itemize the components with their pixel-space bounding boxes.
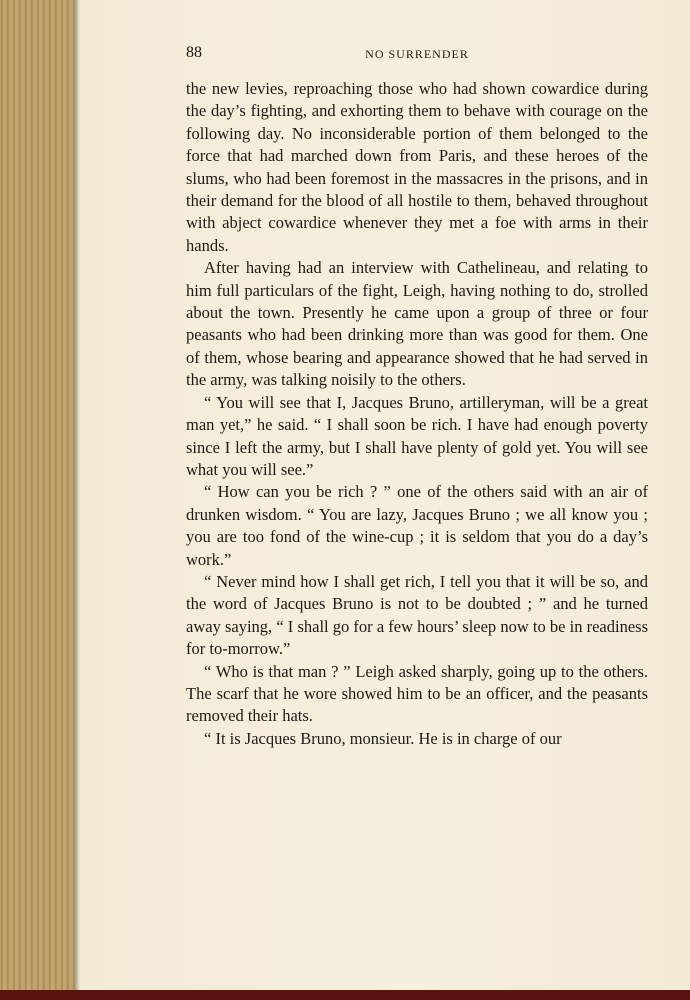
page-edges — [0, 0, 74, 990]
page-header — [186, 44, 648, 64]
paragraph: the new levies, reproaching those who had shown cowardice during the day’s fighting, and exhorting them to behave with courage on the following day. No inconsiderable portion of them belonged to the force that had marched down from Paris, and these heroes of the slums, who had been foremost in the massacres in the prisons, and in their demand for the blood of all hostile to them, behaved throughout with abject cowardice whenever they met a foe with arms in their hands. — [186, 79, 648, 255]
running-head: NO SURRENDER — [365, 47, 469, 61]
body-text — [186, 78, 648, 750]
paragraph: “ Never mind how I shall get rich, I tell you that it will be so, and the word of Jacques Bruno is not to be doubted ; ” and he turned away saying, “ I shall go for a few hours’ sleep now to be in readiness for to-morrow.” — [186, 571, 648, 659]
paragraph: “ You will see that I, Jacques Bruno, artilleryman, will be a great man yet,” he said. “ I shall soon be rich. I have had enough poverty since I left the army, but I shall have plenty of gold yet. You will see what you will see.” — [186, 392, 648, 479]
paragraph: “ It is Jacques Bruno, monsieur. He is in charge of our — [204, 728, 562, 748]
cover-edge — [0, 990, 690, 1000]
paragraph: After having had an interview with Cathelineau, and relating to him full particulars of the fight, Leigh, having nothing to do, strolled about the town. Presently he came upon a group of three or four peasants who had been drinking more than was good for them. One of them, whose bearing and appearance showed that he had served in the army, was talking noisily to the others. — [186, 258, 648, 390]
paragraph: “ Who is that man ? ” Leigh asked sharply, going up to the others. The scarf that he wore showed him to be an officer, and the peasants removed their hats. — [186, 661, 648, 726]
page-number: 88 — [186, 44, 202, 61]
paragraph: “ How can you be rich ? ” one of the others said with an air of drunken wisdom. “ You are lazy, Jacques Bruno ; we all know you ; you are too fond of the wine-cup ; it is seldom that you do a day’s work.” — [186, 482, 648, 569]
